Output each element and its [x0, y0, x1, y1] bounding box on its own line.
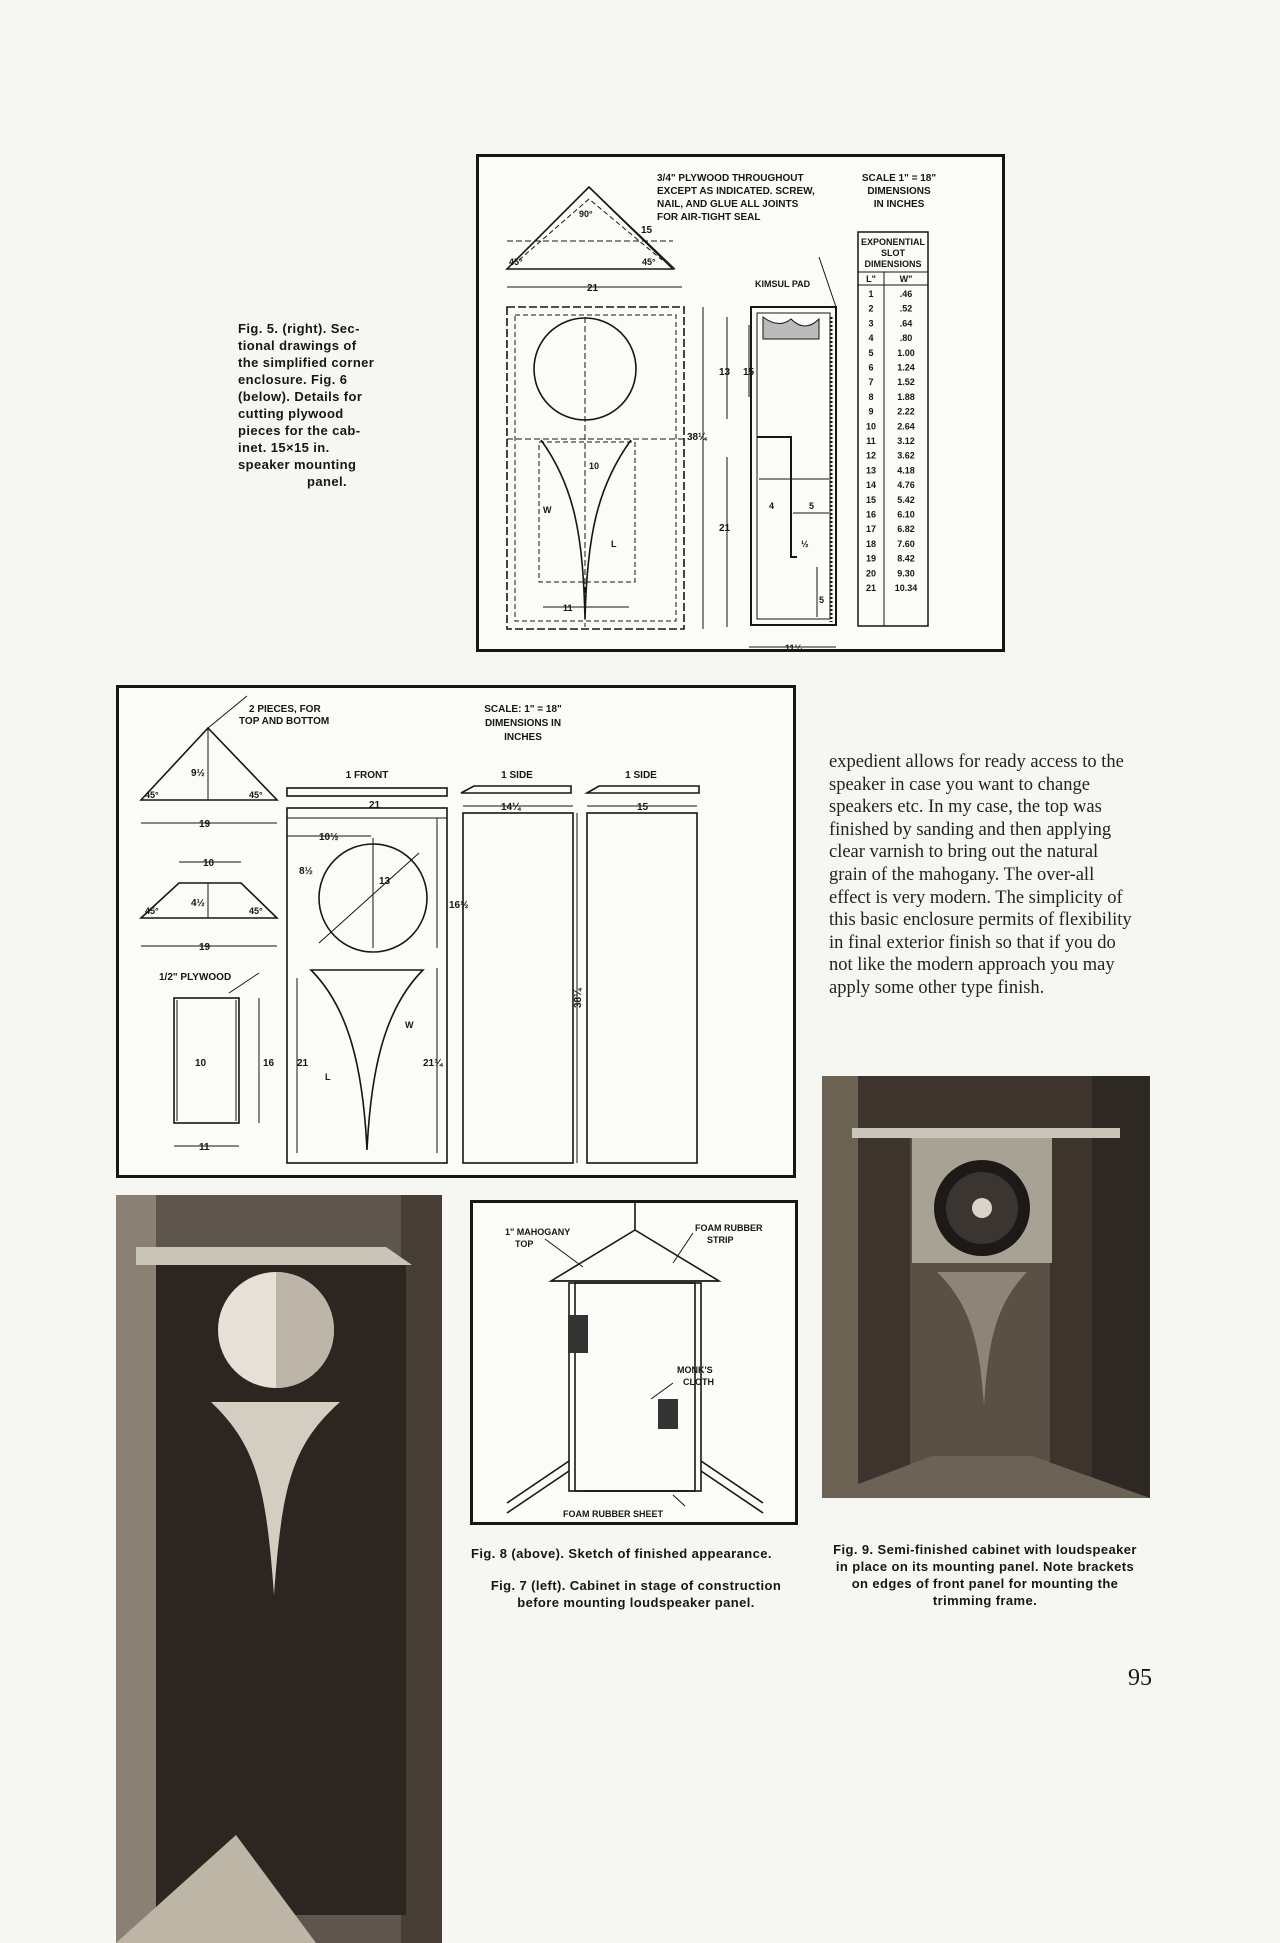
- dim6-45c: 45°: [145, 906, 159, 916]
- slot-row-w: 8.42: [897, 553, 915, 564]
- sketch-cabinet: [569, 1283, 701, 1491]
- slot-row-l: 19: [865, 553, 877, 564]
- table-col-w: W": [899, 274, 913, 284]
- dim-21: 21: [587, 283, 599, 294]
- slot-row-l: 21: [865, 583, 877, 593]
- dim6-45d: 45°: [249, 906, 263, 916]
- dim-l: L: [611, 539, 617, 549]
- foam-strip-label-2: STRIP: [707, 1235, 734, 1245]
- dim6-10b: 10: [195, 1058, 207, 1069]
- dim-5-b: 5: [819, 595, 825, 605]
- side2-edge: [587, 786, 699, 793]
- slot-row-w: 5.42: [897, 494, 915, 505]
- slot-row-w: 6.10: [897, 509, 915, 520]
- table-title-3: DIMENSIONS: [864, 259, 922, 269]
- front-slot: [311, 970, 423, 1150]
- slot-row-l: 10: [865, 421, 877, 432]
- dim6-38quarter: 38¼: [573, 988, 584, 1008]
- pieces-label-2: TOP AND BOTTOM: [239, 716, 330, 727]
- slot-row-l: 3: [868, 318, 874, 329]
- plywood-label: 1/2" PLYWOOD: [159, 972, 232, 983]
- fig6-svg: [119, 688, 793, 1175]
- dim-11-1-4: 11¼: [785, 643, 803, 649]
- slot-row-l: 17: [865, 524, 877, 535]
- front-label: 1 FRONT: [345, 770, 389, 781]
- mahogany-label-1: 1" MAHOGANY: [505, 1227, 571, 1237]
- note-line-4: FOR AIR-TIGHT SEAL: [657, 212, 761, 223]
- slot-row-l: 8: [868, 391, 874, 402]
- dim-13: 13: [719, 367, 731, 378]
- fig7-caption: Fig. 7 (left). Cabinet in stage of construction before mounting loudspeaker panel.: [490, 1578, 782, 1610]
- slot-row-w: 7.60: [897, 538, 915, 549]
- dim-4: 4: [769, 501, 775, 511]
- dim6-15: 15: [637, 802, 649, 813]
- side1-edge: [461, 786, 571, 793]
- dim6-45b: 45°: [249, 790, 263, 800]
- dim6-21: 21: [369, 800, 381, 811]
- dim6-19: 19: [199, 819, 211, 830]
- dim6-21b: 21: [297, 1058, 309, 1069]
- foam-sheet-left: [507, 1471, 569, 1513]
- speaker-circle: [534, 318, 636, 420]
- dim6-19b: 19: [199, 942, 211, 953]
- dim6-16half: 16½: [449, 900, 469, 911]
- kimsul-label: KIMSUL PAD: [755, 279, 811, 289]
- slot-row-l: 1: [868, 289, 874, 299]
- slot-row-w: 2.22: [897, 406, 915, 417]
- table-title-1: EXPONENTIAL: [860, 237, 926, 247]
- dim6-8half: 8½: [299, 866, 313, 877]
- fig6-drawing: [116, 685, 796, 1178]
- slot-row-l: 7: [868, 377, 874, 388]
- slot-row-w: 4.76: [897, 480, 915, 491]
- fig5-drawing: [476, 154, 1005, 652]
- slot-row-w: 2.64: [897, 421, 915, 432]
- slot-row-l: 6: [868, 362, 874, 373]
- slot-row-w: .52: [899, 303, 913, 314]
- note-line-3: NAIL, AND GLUE ALL JOINTS: [657, 199, 799, 210]
- scale-line-1: SCALE 1" = 18": [861, 173, 937, 184]
- slot-row-w: 1.00: [897, 347, 915, 358]
- side1-panel: [463, 813, 573, 1163]
- slot-row-w: 3.12: [897, 436, 915, 446]
- monks-label-1: MONK'S: [677, 1365, 713, 1375]
- page-number: 95: [1128, 1665, 1152, 1691]
- dim-15: 15: [743, 367, 755, 378]
- front-panel: [287, 808, 447, 1163]
- dim6-21three-quarter: 21¾: [423, 1058, 443, 1069]
- slot-row-l: 9: [868, 406, 874, 417]
- slot-row-w: 3.62: [897, 450, 915, 461]
- slot-row-w: 10.34: [894, 583, 918, 593]
- dim-angle-90: 90°: [579, 209, 593, 219]
- dim-angle-45-right: 45°: [642, 257, 656, 267]
- table-col-l: L": [866, 274, 876, 284]
- slot-row-w: 1.88: [897, 391, 915, 402]
- kimsul-pad: [763, 317, 819, 339]
- dim-11: 11: [563, 603, 573, 613]
- dim6-l: L: [325, 1072, 331, 1082]
- dim6-4half: 4½: [191, 898, 205, 909]
- dim-w: W: [543, 505, 552, 515]
- slot-row-l: 14: [865, 480, 877, 491]
- slot-row-w: .64: [899, 318, 913, 329]
- dim-15-top: 15: [641, 225, 653, 236]
- article-body-text: expedient allows for ready access to the speaker in case you want to change speakers etc. In my case, the top was finished by sanding and then applying clear varnish to bring out the natural grain of the mahogany. The over-all effect is very modern. The simplicity of this basic enclosure permits of flexibility in final exterior finish so that if you do not like the modern approach you may apply some other type finish.: [829, 752, 1132, 998]
- slot-row-w: .46: [899, 289, 913, 299]
- fig8-sketch: [470, 1200, 798, 1525]
- fig6-scale-2: DIMENSIONS IN: [484, 718, 562, 729]
- slot-row-l: 15: [865, 494, 877, 505]
- slot-row-l: 2: [868, 303, 874, 314]
- note-line-2: EXCEPT AS INDICATED. SCREW,: [657, 186, 815, 197]
- exponential-slot: [541, 440, 631, 619]
- dim-21-b: 21: [719, 523, 731, 534]
- side2-label: 1 SIDE: [625, 770, 657, 781]
- monks-cloth-patch-2: [658, 1399, 678, 1429]
- note-line-1: 3/4" PLYWOOD THROUGHOUT: [657, 173, 804, 184]
- dim6-14quarter: 14¼: [501, 802, 521, 813]
- slot-row-l: 4: [868, 333, 874, 344]
- dim6-11: 11: [199, 1142, 210, 1153]
- side1-label: 1 SIDE: [501, 770, 533, 781]
- dim6-10: 10: [203, 858, 215, 869]
- slot-row-l: 16: [865, 509, 877, 520]
- slot-row-l: 5: [868, 347, 874, 358]
- dim-half: ½: [801, 539, 809, 549]
- slot-row-w: 1.52: [897, 377, 915, 388]
- fig7-photo-image: [116, 1195, 442, 1943]
- pieces-label-1: 2 PIECES, FOR: [249, 704, 321, 715]
- scale-line-2: DIMENSIONS: [867, 186, 931, 197]
- dim6-45a: 45°: [145, 790, 159, 800]
- dim-38-1-4: 38¼: [687, 432, 707, 443]
- scale-line-3: IN INCHES: [873, 199, 925, 210]
- plywood-panel: [174, 998, 239, 1123]
- fig5-svg: [479, 157, 1002, 649]
- front-edge: [287, 788, 447, 796]
- dim6-16: 16: [263, 1058, 275, 1069]
- slot-row-w: 6.82: [897, 524, 915, 535]
- side2-panel: [587, 813, 697, 1163]
- slot-row-l: 13: [865, 465, 877, 476]
- dim6-9half: 9½: [191, 768, 205, 779]
- dim6-w: W: [405, 1020, 414, 1030]
- monks-label-2: CLOTH: [683, 1377, 714, 1387]
- fig8-caption: Fig. 8 (above). Sketch of finished appearance.: [471, 1546, 772, 1561]
- slot-row-l: 18: [865, 538, 877, 549]
- foam-strip-label-1: FOAM RUBBER: [695, 1223, 763, 1233]
- slot-dimension-table: [858, 232, 928, 626]
- dim6-13: 13: [379, 876, 391, 887]
- mahogany-label-2: TOP: [515, 1239, 534, 1249]
- monks-cloth-patch-1: [568, 1315, 588, 1353]
- foam-sheet-label: FOAM RUBBER SHEET: [563, 1509, 664, 1519]
- dim-angle-45-left: 45°: [509, 257, 523, 267]
- dim6-10half: 10½: [319, 832, 339, 843]
- foam-sheet-right: [701, 1471, 763, 1513]
- side-section: [751, 307, 836, 625]
- fig9-photo: [822, 1076, 1150, 1498]
- fig8-svg: [473, 1203, 795, 1522]
- sketch-top: [551, 1230, 719, 1281]
- slot-row-w: 4.18: [897, 465, 915, 476]
- slot-row-l: 11: [866, 436, 876, 446]
- fig6-scale-1: SCALE: 1" = 18": [484, 704, 562, 715]
- slot-row-w: .80: [899, 333, 913, 344]
- fig9-caption: Fig. 9. Semi-finished cabinet with loudspeaker in place on its mounting panel. Note brackets on edges of front panel for mounting the trimming frame.: [833, 1542, 1137, 1608]
- slot-row-w: 1.24: [897, 362, 915, 373]
- fig6-scale-3: INCHES: [504, 732, 542, 743]
- fig5-caption: Fig. 5. (right). Sec- tional drawings of the simplified corner enclosure. Fig. 6 (below). Details for cutting plywood pieces for the cab- inet. 15×15 in. speaker mounting panel.: [238, 321, 375, 489]
- slot-row-l: 20: [865, 568, 877, 579]
- slot-row-l: 12: [865, 450, 877, 461]
- dim-5: 5: [809, 501, 815, 511]
- slot-row-w: 9.30: [897, 568, 915, 579]
- dim-10: 10: [589, 461, 600, 471]
- table-title-2: SLOT: [881, 248, 905, 258]
